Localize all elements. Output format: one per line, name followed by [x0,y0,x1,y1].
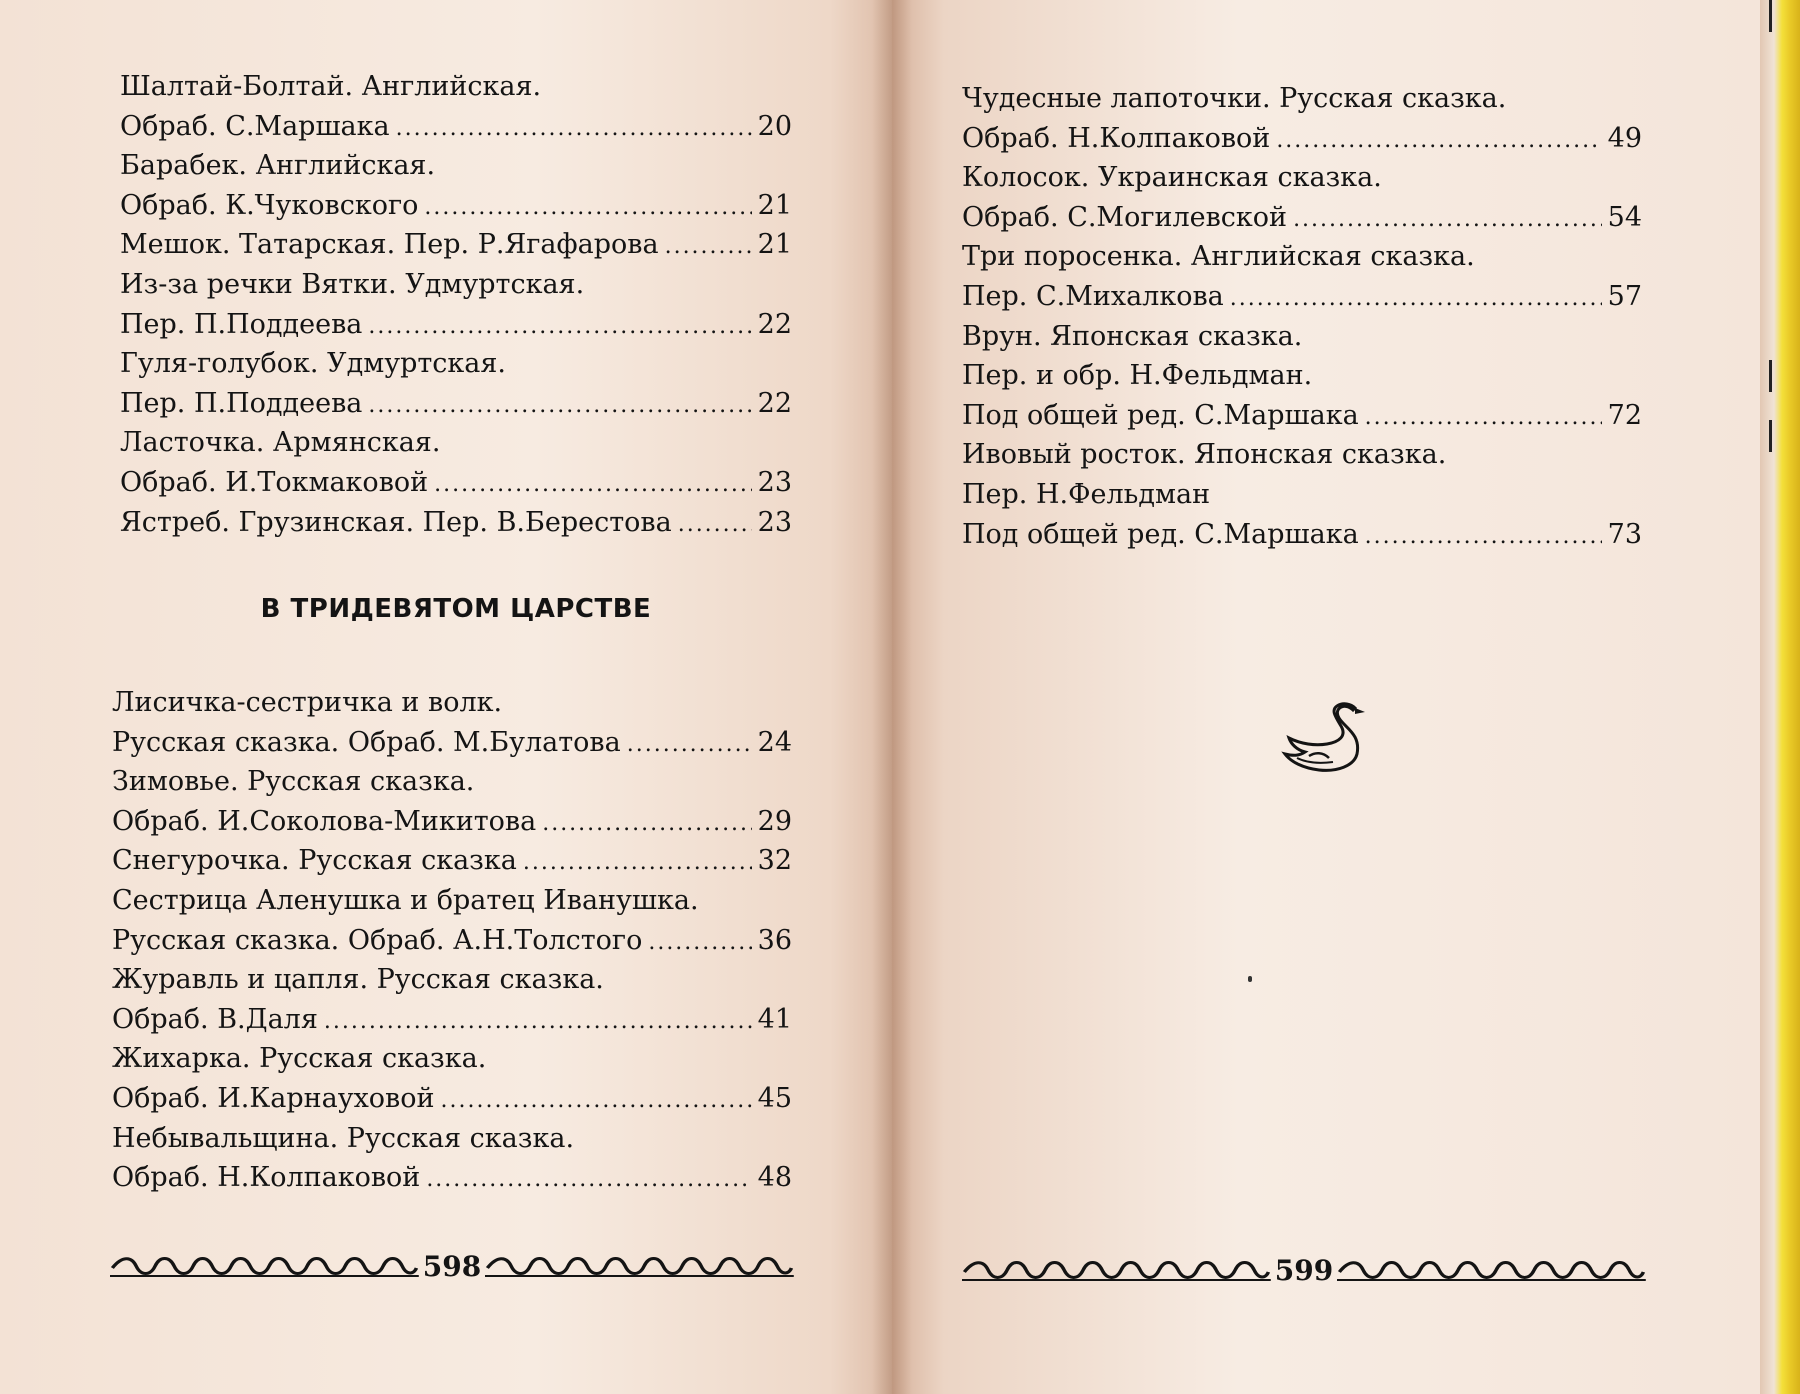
paper-speck [1248,976,1252,982]
toc-entry-page: 24 [757,726,792,758]
toc-entry-page: 73 [1607,518,1642,550]
toc-entry-title: Мешок. Татарская. Пер. Р.Ягафарова [120,229,659,261]
dot-leader [368,386,751,426]
toc-entry [962,198,1642,238]
swan-icon [1275,700,1385,780]
toc-entry [112,1158,792,1198]
toc-entry [112,841,792,881]
toc-entry-title: Пер. Н.Фельдман [962,478,1211,510]
toc-entry [112,723,792,763]
toc-entry-title: Пер. С.Михалкова [962,280,1224,312]
toc-entry-title: Барабек. Английская. [120,150,436,182]
dot-leader [441,1081,752,1121]
dot-leader [368,307,751,347]
toc-entry-title: Обраб. Н.Колпаковой [112,1162,421,1194]
toc-entry-page: 23 [757,506,792,538]
toc-entry-title: Из-за речки Вятки. Удмуртская. [120,268,585,300]
toc-entry-page: 23 [757,466,792,498]
page-folio-right [962,1250,1646,1290]
toc-entry-title: Колосок. Украинская сказка. [962,162,1382,194]
toc-entry [112,960,792,1000]
toc-entry [112,1079,792,1119]
toc-entry [962,158,1642,198]
page-number-right: 599 [1274,1253,1334,1287]
dot-leader [434,465,752,505]
toc-entry-page: 21 [757,189,792,221]
page-number-left: 598 [422,1249,482,1283]
toc-entry-title: Обраб. И.Токмаковой [120,466,429,498]
edge-mark [1769,420,1794,452]
toc-list-left-top [120,67,792,542]
toc-entry-title: Ласточка. Армянская. [120,427,441,459]
toc-entry-title: Врун. Японская сказка. [962,320,1303,352]
toc-entry-page: 72 [1607,399,1642,431]
toc-entry-title: Обраб. И.Соколова-Микитова [112,805,537,837]
toc-entry-page: 48 [757,1162,792,1194]
toc-entry [962,79,1642,119]
toc-entry-title: Обраб. И.Карнауховой [112,1082,435,1114]
section-title: В ТРИДЕВЯТОМ ЦАРСТВЕ [260,594,652,624]
toc-entry [120,67,792,107]
toc-entry-page: 32 [757,845,792,877]
dot-leader [1276,121,1601,161]
toc-entry [120,423,792,463]
flourish-ornament-icon [962,1256,1271,1284]
dot-leader [542,804,751,844]
dot-leader [396,109,752,149]
toc-entry-title: Пер. и обр. Н.Фельдман. [962,360,1313,392]
toc-entry-title: Обраб. Н.Колпаковой [962,122,1271,154]
toc-entry-page: 49 [1607,122,1642,154]
toc-entry-title: Обраб. К.Чуковского [120,189,419,221]
toc-entry-title: Пер. П.Поддеева [120,308,363,340]
toc-entry-title: Обраб. С.Могилевской [962,201,1288,233]
dot-leader [1365,517,1602,557]
edge-mark [1769,360,1794,392]
toc-entry [962,435,1642,475]
dot-leader [523,843,752,883]
toc-entry-title: Русская сказка. Обраб. А.Н.Толстого [112,924,643,956]
toc-entry [112,1039,792,1079]
toc-entry-title: Под общей ред. С.Маршака [962,518,1359,550]
toc-entry [120,186,792,226]
toc-entry-title: Зимовье. Русская сказка. [112,766,475,798]
toc-entry [962,277,1642,317]
dot-leader [1293,200,1602,240]
toc-entry [120,107,792,147]
dot-leader [648,923,751,963]
toc-entry-title: Шалтай-Болтай. Английская. [120,71,542,102]
dot-leader [426,1160,751,1200]
toc-entry-title: Обраб. В.Даля [112,1003,318,1035]
toc-entry-title: Чудесные лапоточки. Русская сказка. [962,83,1507,114]
page-folio-left [110,1246,794,1286]
toc-entry [120,146,792,186]
toc-entry [120,265,792,305]
toc-entry-title: Снегурочка. Русская сказка [112,845,517,877]
toc-entry-title: Три поросенка. Английская сказка. [962,241,1475,273]
toc-entry-title: Русская сказка. Обраб. М.Булатова [112,726,621,758]
toc-entry-title: Ивовый росток. Японская сказка. [962,439,1447,471]
dot-leader [324,1002,752,1042]
toc-entry-title: Гуля-голубок. Удмуртская. [120,348,507,380]
toc-entry [962,237,1642,277]
flourish-ornament-icon [485,1252,794,1280]
toc-entry [120,463,792,503]
dot-leader [678,505,752,545]
toc-entry [112,921,792,961]
toc-entry-page: 36 [757,924,792,956]
dot-leader [424,188,751,228]
toc-entry-title: Под общей ред. С.Маршака [962,399,1359,431]
toc-entry-page: 41 [757,1003,792,1035]
toc-entry [112,762,792,802]
toc-entry-page: 29 [757,805,792,837]
toc-entry [112,1000,792,1040]
toc-entry [120,384,792,424]
toc-entry [962,396,1642,436]
toc-entry [962,317,1642,357]
toc-entry [120,503,792,543]
toc-entry-title: Ястреб. Грузинская. Пер. В.Берестова [120,506,672,538]
dot-leader [1365,398,1602,438]
toc-entry-page: 45 [757,1082,792,1114]
toc-entry-title: Жихарка. Русская сказка. [112,1043,487,1075]
toc-entry-title: Пер. П.Поддеева [120,387,363,419]
dot-leader [627,725,752,765]
toc-entry-page: 54 [1607,201,1642,233]
toc-entry [112,881,792,921]
toc-entry-page: 57 [1607,280,1642,312]
toc-entry-title: Лисичка-сестричка и волк. [112,687,503,718]
flourish-ornament-icon [110,1252,419,1280]
toc-entry [120,225,792,265]
toc-entry [120,344,792,384]
toc-entry [112,683,792,723]
toc-entry [962,356,1642,396]
edge-mark [1769,0,1794,32]
toc-entry-title: Небывальщина. Русская сказка. [112,1122,575,1154]
dot-leader [665,227,752,267]
book-gutter [872,0,912,1394]
dot-leader [1230,279,1602,319]
toc-entry-page: 22 [757,308,792,340]
toc-entry [112,1119,792,1159]
toc-entry [120,305,792,345]
page-edge-strip [1760,0,1800,1394]
toc-entry-title: Обраб. С.Маршака [120,110,390,142]
toc-entry [112,802,792,842]
toc-entry-title: Журавль и цапля. Русская сказка. [112,964,604,996]
toc-entry [962,475,1642,515]
toc-entry-page: 22 [757,387,792,419]
toc-entry [962,515,1642,555]
toc-list-left-bottom [112,683,792,1198]
flourish-ornament-icon [1337,1256,1646,1284]
toc-entry-title: Сестрица Аленушка и братец Иванушка. [112,884,699,916]
toc-entry [962,119,1642,159]
toc-entry-page: 21 [757,229,792,261]
toc-entry-page: 20 [757,110,792,142]
toc-list-right [962,79,1642,554]
